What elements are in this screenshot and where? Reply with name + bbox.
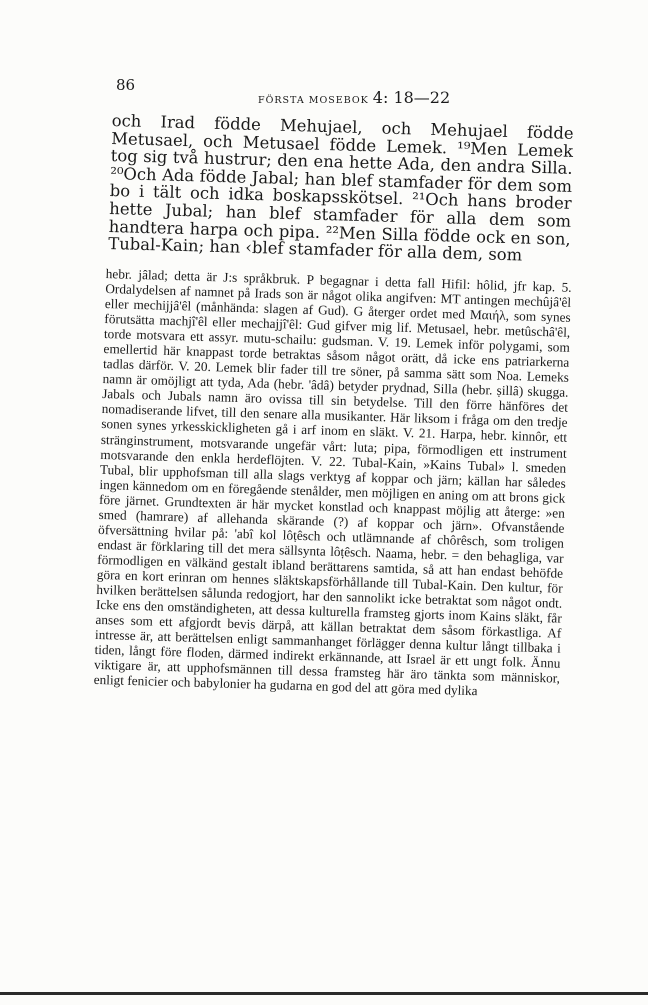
main-text-block [108,112,574,266]
running-head [258,88,450,107]
page-number: 86 [116,76,136,94]
commentary-block [94,266,572,701]
commentary-paragraph: hebr. jâlad; detta är J:s språkbruk. P begagnar i detta fall Hifil: hôlid, jfr kap. 5. Ordalydelsen af namnet på Irads son är något olika angifven: MT antingen mechûjâ'êl eller mechijjâ'êl (månhända: slagen af Gud). G återger ordet med Μαιήλ, som synes förutsätta machjî'êl eller mechajjî'êl: Gud gifver mig lif. Metusael, hebr. metûschâ'êl, torde motsvara ett assyr. mutu-schailu: gudsman. V. 19. Lemek inför polygami, som emellertid här knappast torde betraktas såsom något orätt, då icke ens patriarkerna tadlas därför. V. 20. Lemek blir fader till tre söner, på samma sätt som Noa. Lemeks namn är omöjligt att tyda, Ada (hebr. 'âdâ) betyder prydnad, Silla (hebr. ṣillâ) skugga. Jabals och Jubals namn äro ovissa till sin betydelse. Till den förre hänföres det nomadiserande lifvet, till den senare alla musikanter. Här liksom i fråga om den tredje sonen synes yrkesskickligheten gå i arf inom en släkt. V. 21. Harpa, hebr. kinnôr, ett stränginstrument, motsvarande ungefär vårt: luta; pipa, förmodligen ett instrument motsvarande den enkla herdeflöjten. V. 22. Tubal-Kain, »Kains Tubal» l. smeden Tubal, blir upphofsman till alla slags verktyg af koppar och järn; källan har således ingen kännedom om en föregående stenålder, men möjligen en aning om att brons gick före järnet. Grundtexten är här mycket konstlad och knappast möjlig att återge: »en smed (hamrare) af allehanda skärande (?) af koppar och järn». Ofvanstående öfversättning hvilar på: 'abî kol lôṭêsch och utlämnande af chôrêsch, som troligen endast är förklaring till det mera sällsynta lôṭêsch. Naama, hebr. = den behagliga, var förmodligen en välkänd gestalt ibland berättarens samtida, så att han endast behöfde göra en kort erinran om hennes släktskapsförhållande till Tubal-Kain. Den kultur, för hvilken berättelsen sålunda redogjort, har den sannolikt icke betraktat som något ondt. Icke ens den omständigheten, att dessa kulturella framsteg gjorts inom Kains släkt, får anses som ett afgjordt bevis därpå, att källan betraktat dem såsom förkastliga. Af intresse är, att berättelsen enligt sammanhanget förlägger denna kultur långt tillbaka i tiden, långt före floden, därmed indirekt erkännande, att Israel är ett ungt folk. Ännu viktigare är, att upphofsmännen till dessa framsteg här äro tänkta som människor, enligt fenicier och babylonier ha gudarna en god del att göra med dylika [93,266,572,699]
running-head-title: FÖRSTA MOSEBOK [258,95,369,106]
chapter-reference: 4: 18—22 [372,88,451,107]
scan-edge-bar [0,992,648,995]
main-text-paragraph: och Irad födde Mehujael, och Mehujael födde Metusael, och Metusael födde Lemek. ¹⁹Men Lemek tog sig två hustrur; den ena hette Ada, den andra Silla. ²⁰Och Ada födde Jabal; han blef stamfader för dem som bo i tält och idka boskapsskötsel. ²¹Och hans broder hette Jubal; han blef stamfader för alla dem som handtera harpa och pipa. ²²Men Silla födde ock en son, Tubal-Kain; han ‹blef stamfader för alla dem, som [108,111,574,265]
